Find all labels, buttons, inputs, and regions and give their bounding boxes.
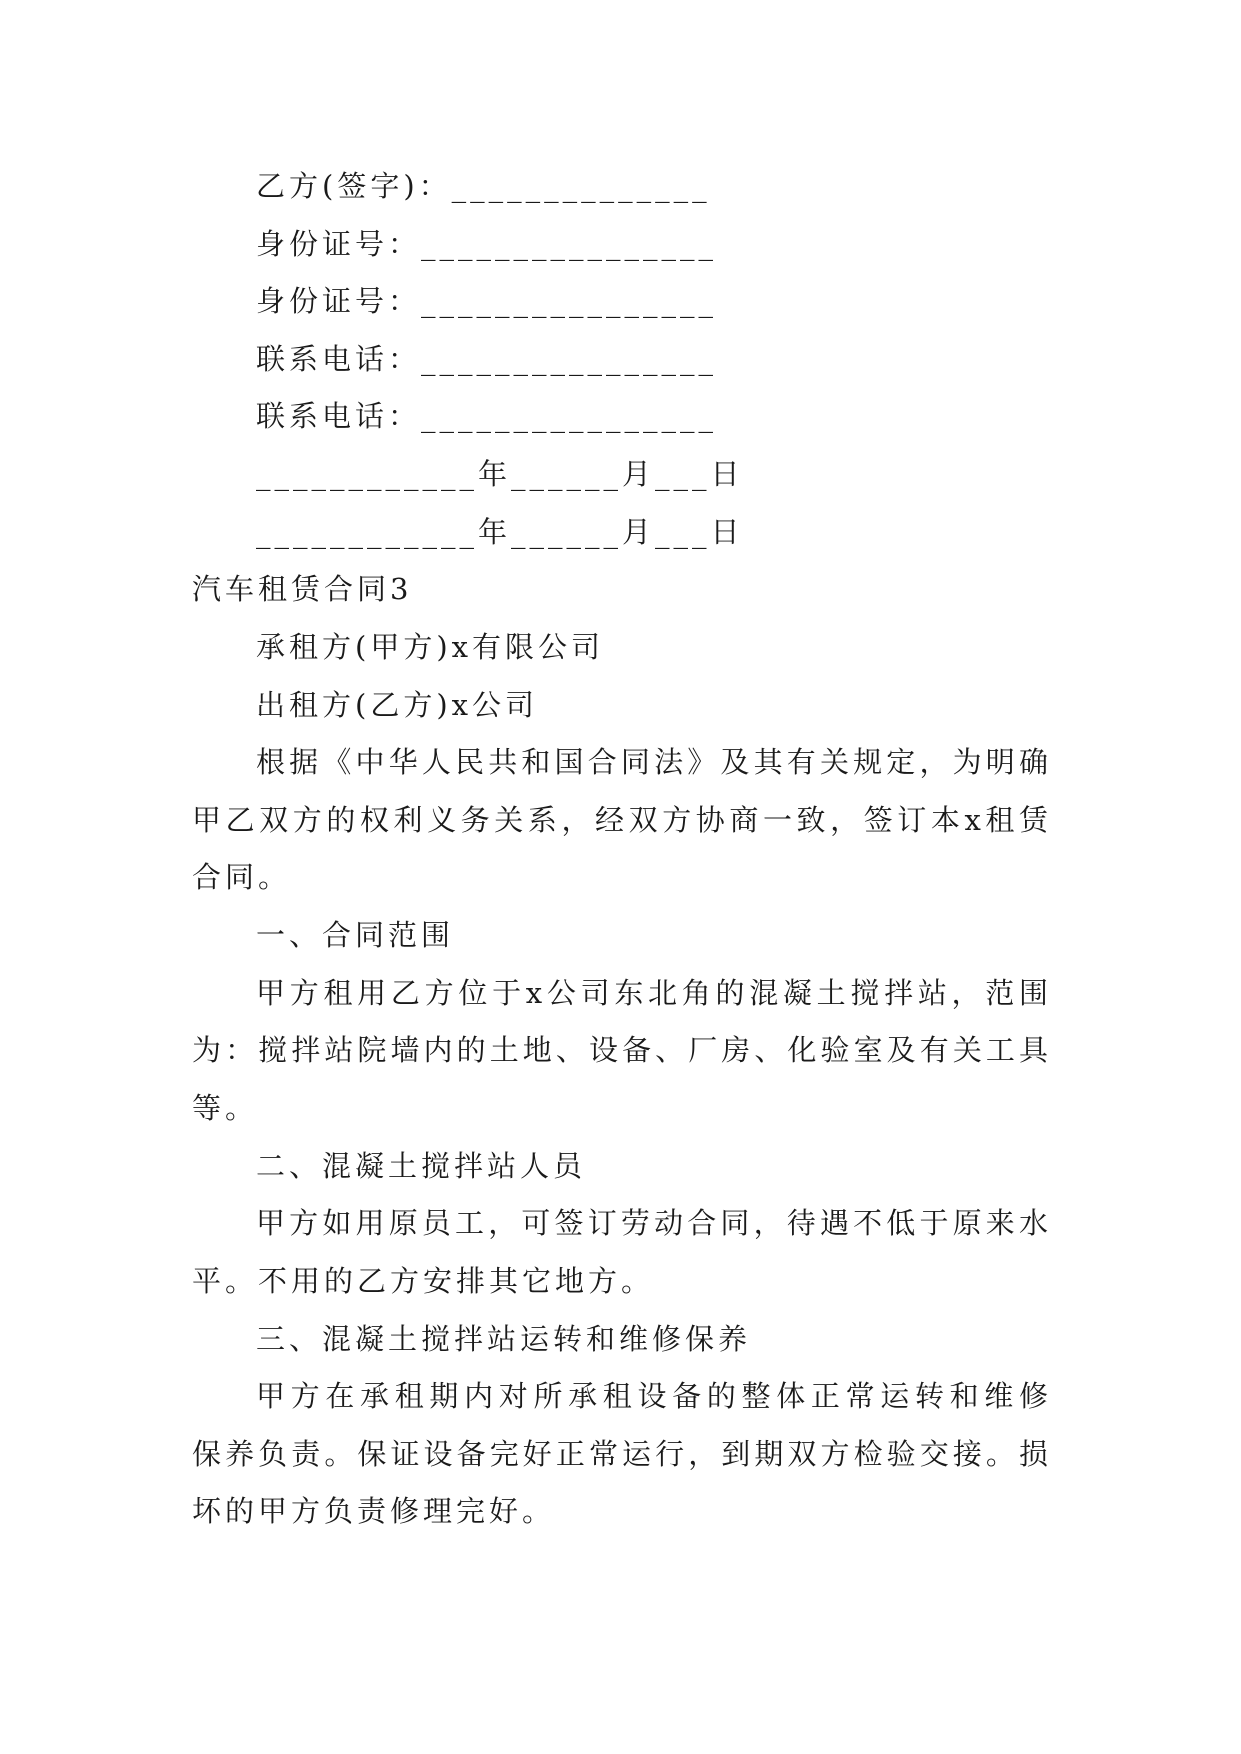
section-1-body-line: 等。 <box>192 1091 259 1125</box>
section-2-heading: 二、混凝土搅拌站人员 <box>256 1149 587 1183</box>
phone-line-2: 联系电话：________________ <box>256 399 718 433</box>
intro-paragraph-line: 合同。 <box>192 860 292 894</box>
phone-line-1: 联系电话：________________ <box>256 342 718 376</box>
section-1-heading: 一、合同范围 <box>256 918 455 952</box>
section-3-body-line: 保养负责。保证设备完好正常运行，到期双方检验交接。损 <box>192 1437 1052 1471</box>
intro-paragraph-line: 根据《中华人民共和国合同法》及其有关规定，为明确 <box>256 745 1052 779</box>
id-number-line-1: 身份证号：________________ <box>256 227 718 261</box>
date-line-2: ____________年______月___日 <box>256 515 744 549</box>
section-3-body-line: 坏的甲方负责修理完好。 <box>192 1494 556 1528</box>
party-b-signature-line: 乙方(签字)：______________ <box>256 169 711 203</box>
lessor-line: 出租方(乙方)x公司 <box>256 688 538 722</box>
section-3-body-line: 甲方在承租期内对所承租设备的整体正常运转和维修 <box>256 1379 1052 1413</box>
section-3-heading: 三、混凝土搅拌站运转和维修保养 <box>256 1322 752 1356</box>
intro-paragraph-line: 甲乙双方的权利义务关系，经双方协商一致，签订本x租赁 <box>192 803 1052 837</box>
section-1-body-line: 为：搅拌站院墙内的土地、设备、厂房、化验室及有关工具 <box>192 1033 1052 1067</box>
section-2-body-line: 甲方如用原员工，可签订劳动合同，待遇不低于原来水 <box>256 1206 1052 1240</box>
section-1-body-line: 甲方租用乙方位于x公司东北角的混凝土搅拌站，范围 <box>256 976 1052 1010</box>
date-line-1: ____________年______月___日 <box>256 457 744 491</box>
lessee-line: 承租方(甲方)x有限公司 <box>256 630 604 664</box>
contract-title: 汽车租赁合同3 <box>192 572 413 606</box>
section-2-body-line: 平。不用的乙方安排其它地方。 <box>192 1264 655 1298</box>
id-number-line-2: 身份证号：________________ <box>256 284 718 318</box>
